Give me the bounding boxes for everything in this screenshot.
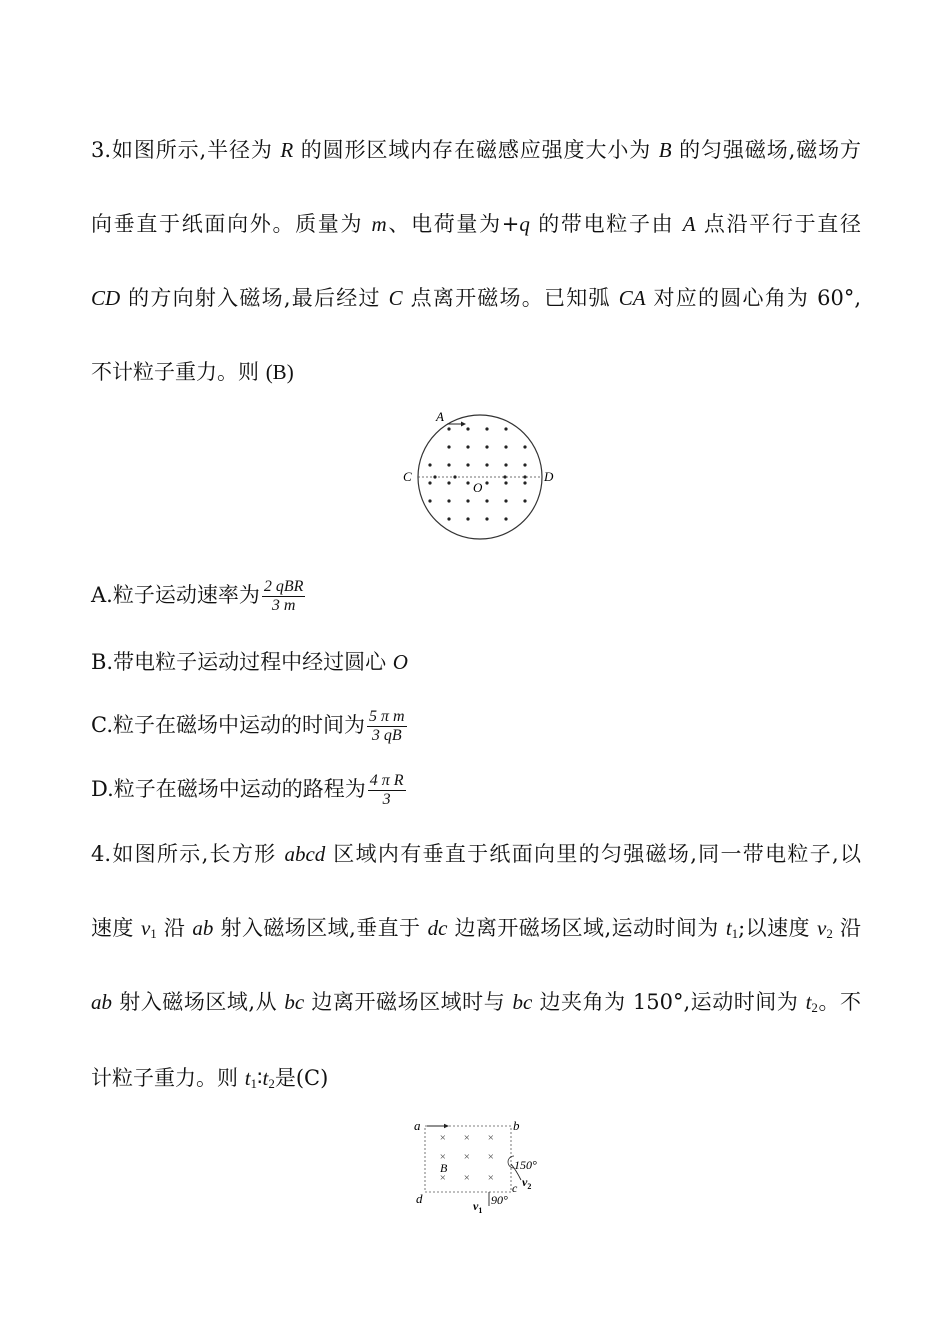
field-dot — [428, 463, 431, 466]
cross: × — [439, 1172, 447, 1184]
field-crosses — [439, 1132, 494, 1184]
field-dot — [466, 427, 469, 430]
field-dot — [466, 445, 469, 448]
field-dot — [453, 475, 456, 478]
q4-line-1: 4.如图所示,长方形 abcd 区域内有垂直于纸面向里的匀强磁场,同一带电粒子,以 — [91, 842, 861, 866]
field-dot — [447, 445, 450, 448]
cross: × — [487, 1151, 495, 1163]
field-dot — [466, 481, 469, 484]
field-dot — [504, 427, 507, 430]
v1-label: $v_1$ — [473, 1199, 483, 1215]
field-dot — [485, 427, 488, 430]
field-dot — [503, 475, 506, 478]
field-dot — [466, 463, 469, 466]
q4-line-4: 计粒子重力。则 $t_1∶t_2$是(C) — [91, 1066, 329, 1091]
q3-line-1: 3.如图所示,半径为 R 的圆形区域内存在磁感应强度大小为 B 的匀强磁场,磁场方 — [91, 138, 861, 162]
label-b: b — [513, 1118, 520, 1133]
field-dot — [523, 499, 526, 502]
field-dot — [447, 427, 450, 430]
cross: × — [463, 1172, 471, 1184]
field-dots — [428, 427, 526, 520]
field-dot — [504, 481, 507, 484]
label-D: D — [544, 469, 554, 484]
v2-label: $v_2$ — [522, 1175, 532, 1191]
field-dot — [428, 481, 431, 484]
cross: × — [487, 1132, 495, 1144]
field-dot — [523, 475, 526, 478]
label-B: B — [440, 1161, 448, 1175]
field-dot — [485, 481, 488, 484]
field-dot — [485, 463, 488, 466]
velocity-arrowhead — [461, 422, 466, 427]
field-dot — [428, 499, 431, 502]
field-dot — [433, 475, 436, 478]
field-dot — [447, 481, 450, 484]
field-dot — [447, 517, 450, 520]
field-dot — [523, 463, 526, 466]
label-d: d — [416, 1191, 423, 1206]
field-dot — [523, 445, 526, 448]
cross: × — [487, 1172, 495, 1184]
q4-rectangle-figure — [408, 1116, 558, 1216]
field-dot — [466, 499, 469, 502]
q3-option-a: A.粒子运动速率为 $\frac{\text{2 qBR}}{3 m}$ — [91, 578, 304, 614]
field-dot — [447, 499, 450, 502]
label-a: a — [414, 1118, 421, 1133]
q4-line-3: ab 射入磁场区域,从 bc 边离开磁场区域时与 bc 边夹角为 150°,运动时间为 $t_2$。不 — [91, 990, 861, 1015]
field-dot — [504, 517, 507, 520]
field-dot — [504, 445, 507, 448]
field-dot — [523, 481, 526, 484]
field-dot — [504, 499, 507, 502]
q3-line-4: 不计粒子重力。则 (B) — [91, 360, 294, 384]
field-dot — [485, 445, 488, 448]
angle-90-label: 90° — [491, 1193, 508, 1207]
q3-circle-figure — [395, 406, 565, 546]
q3-option-d: D.粒子在磁场中运动的路程为 $\frac{\text{4 π R}}{3}$ — [91, 772, 404, 808]
q3-line-2: 向垂直于纸面向外。质量为 m、电荷量为+q 的带电粒子由 A 点沿平行于直径 — [91, 212, 861, 236]
field-dot — [485, 499, 488, 502]
label-A: A — [436, 409, 444, 424]
field-dot — [504, 463, 507, 466]
v-arrow-ab-head — [444, 1124, 449, 1128]
angle-150-label: 150° — [514, 1158, 537, 1172]
cross: × — [463, 1132, 471, 1144]
cross: × — [463, 1151, 471, 1163]
q3-option-c: C.粒子在磁场中运动的时间为 $\frac{\text{5 π m}}{3 qB}$ — [91, 708, 405, 744]
q3-answer: (B) — [265, 360, 294, 384]
field-dot — [466, 517, 469, 520]
field-dot — [447, 463, 450, 466]
cross: × — [439, 1132, 447, 1144]
label-C: C — [403, 469, 412, 484]
label-O: O — [473, 480, 483, 495]
field-dot — [485, 517, 488, 520]
q4-line-2: 速度 $v_1$ 沿 ab 射入磁场区域,垂直于 dc 边离开磁场区域,运动时间为 $t_1$;以速度 $v_2$ 沿 — [91, 916, 861, 941]
q3-line-3: CD 的方向射入磁场,最后经过 C 点离开磁场。已知弧 CA 对应的圆心角为 60°, — [91, 286, 861, 310]
label-c: c — [512, 1181, 518, 1195]
q3-option-b: B.带电粒子运动过程中经过圆心 O — [91, 650, 408, 674]
cross: × — [439, 1151, 447, 1163]
